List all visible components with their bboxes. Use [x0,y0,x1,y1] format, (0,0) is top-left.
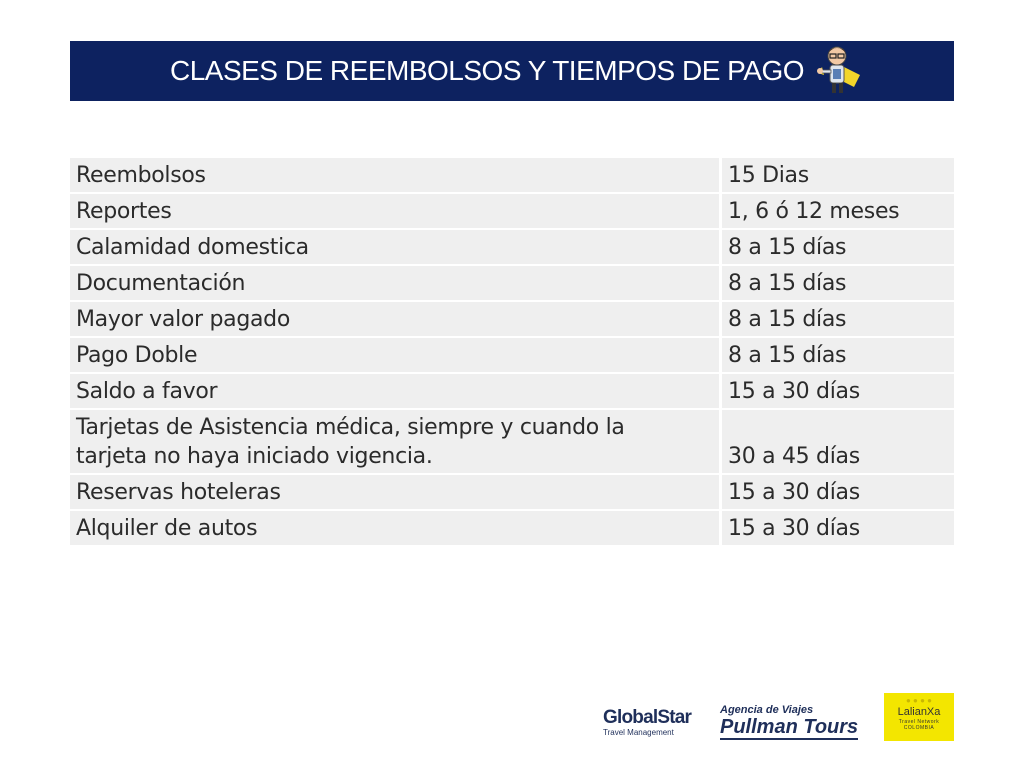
footer-logos [0,690,1024,750]
alianza-subtitle: Travel Network COLOMBIA [898,719,940,731]
row-value: 8 a 15 días [722,230,954,264]
row-value: 15 a 30 días [722,374,954,408]
table-row [70,302,954,336]
row-value: 30 a 45 días [722,410,954,473]
pullman-tours-logo [720,704,870,738]
row-value: 15 a 30 días [722,511,954,545]
row-label-line-1: Tarjetas de Asistencia médica, siempre y cuando la [76,415,625,440]
mascot-icon [814,43,864,99]
row-label: Reportes [70,194,722,228]
row-value: 15 Dias [722,158,954,192]
pullman-name: Pullman Tours [720,716,859,738]
page-title: CLASES DE REEMBOLSOS Y TIEMPOS DE PAGO [169,55,805,86]
title-banner [70,41,954,101]
row-value: 8 a 15 días [722,338,954,372]
alianza-logo [884,693,954,741]
table-row [70,475,954,509]
row-label: Alquiler de autos [70,511,722,545]
alianza-name: LalianXa [897,706,941,718]
row-label: Reembolsos [70,158,722,192]
globalstar-subtitle: Travel Management [603,728,674,737]
table-row [70,158,954,192]
row-value: 1, 6 ó 12 meses [722,194,954,228]
table-row [70,511,954,545]
row-label: Reservas hoteleras [70,475,722,509]
table-row [70,410,954,473]
row-label: Calamidad domestica [70,230,722,264]
row-label [70,410,722,473]
table-row [70,374,954,408]
globalstar-logo [603,708,698,738]
row-value: 8 a 15 días [722,266,954,300]
table-row [70,266,954,300]
row-label: Mayor valor pagado [70,302,722,336]
table-row [70,230,954,264]
row-label-line-2: tarjeta no haya iniciado vigencia. [76,444,433,469]
refund-table [70,156,954,547]
alianza-dots-icon: ● ● ● ● [906,696,932,705]
row-value: 8 a 15 días [722,302,954,336]
row-label: Documentación [70,266,722,300]
pullman-subtitle: Agencia de Viajes [720,704,814,716]
row-label: Pago Doble [70,338,722,372]
row-value: 15 a 30 días [722,475,954,509]
table-row [70,194,954,228]
globalstar-name: GlobalStar [603,707,692,728]
row-label: Saldo a favor [70,374,722,408]
table-row [70,338,954,372]
